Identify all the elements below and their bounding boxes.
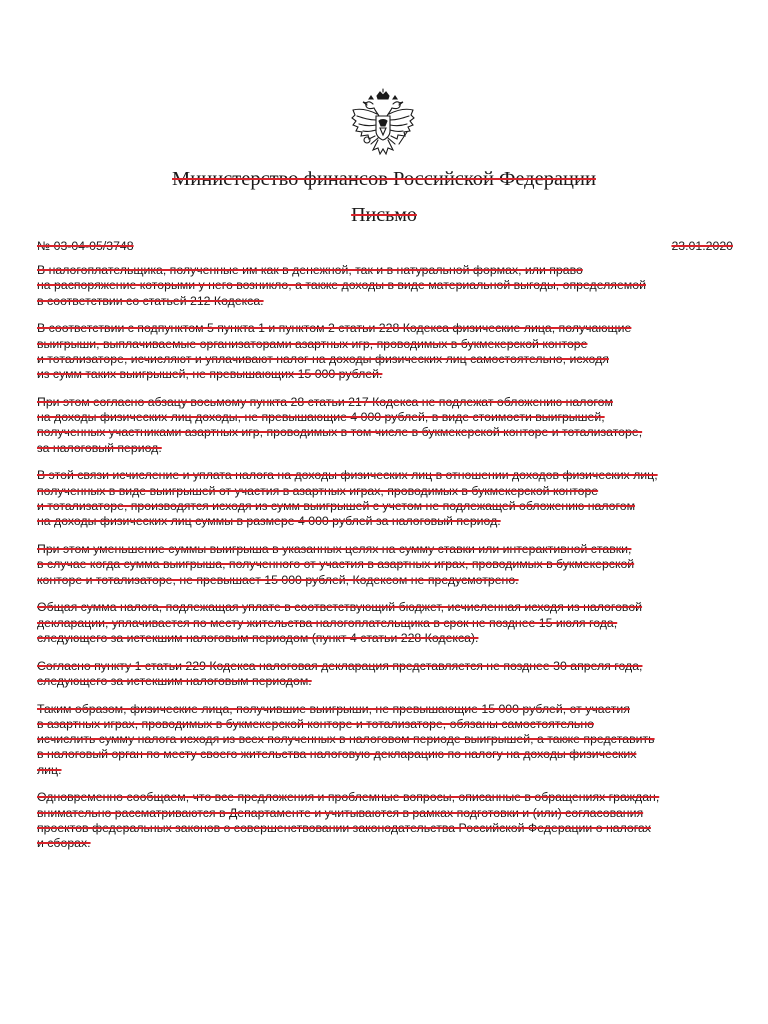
paragraph-line: Одновременно сообщаем, что все предложения и проблемные вопросы, описанные в обращениях граждан,: [37, 790, 660, 805]
document-type-title: Письмо: [351, 204, 417, 226]
paragraph-line: В этой связи исчисление и уплата налога на доходы физических лиц в отношении доходов физических лиц,: [37, 468, 658, 483]
paragraph-line: в соответствии со статьей 212 Кодекса.: [37, 293, 264, 308]
paragraph: [37, 600, 733, 646]
paragraph-line: При этом уменьшение суммы выигрыша в указанных целях на сумму ставки или интерактивной ставки,: [37, 542, 632, 557]
paragraph-line: лиц.: [37, 762, 62, 777]
paragraph-line: выигрыши, выплачиваемые организаторами азартных игр, проводимых в букмекерской конторе: [37, 336, 588, 351]
document-number: № 03-04-05/3748: [37, 239, 134, 253]
paragraph-line: конторе и тотализаторе, не превышает 15 000 рублей, Кодексом не предусмотрено.: [37, 572, 519, 587]
paragraph-line: При этом согласно абзацу восьмому пункта 28 статьи 217 Кодекса не подлежат обложению налогом: [37, 394, 613, 409]
document-date: 23.01.2020: [671, 239, 733, 253]
paragraph: [37, 790, 733, 851]
paragraph-line: В соответствии с подпунктом 5 пункта 1 и пунктом 2 статьи 228 Кодекса физические лица, получающие: [37, 321, 632, 336]
letter-body: [37, 263, 733, 864]
paragraph-line: внимательно рассматриваются в Департаменте и учитываются в рамках подготовки и (или) согласования: [37, 805, 644, 820]
paragraph-line: декларации, уплачивается по месту жительства налогоплательщика в срок не позднее 15 июля года,: [37, 615, 618, 630]
paragraph-line: в случае когда сумма выигрыша, полученного от участия в азартных играх, проводимых в букмекерской: [37, 557, 635, 572]
paragraph-line: на распоряжение которыми у него возникло, а также доходы в виде материальной выгоды, определяемой: [37, 278, 646, 293]
paragraph-line: за налоговый период.: [37, 440, 162, 455]
paragraph-line: проектов федеральных законов о совершенствовании законодательства Российской Федерации о налогах: [37, 821, 651, 836]
paragraph: [37, 659, 733, 690]
paragraph-line: на доходы физических лиц суммы в размере 4 000 рублей за налоговый период.: [37, 514, 501, 529]
paragraph-line: В налогоплательщика, полученные им как в денежной, так и в натуральной формах, или право: [37, 263, 583, 277]
paragraph-line: следующего за истекшим налоговым периодом.: [37, 673, 312, 688]
paragraph-line: и сборах.: [37, 836, 91, 851]
paragraph: [37, 542, 733, 588]
paragraph-line: Согласно пункту 1 статьи 229 Кодекса налоговая декларация представляется не позднее 30 апреля года,: [37, 658, 643, 673]
paragraph-line: исчислить сумму налога исходя из всех полученных в налоговом периоде выигрышей, а также представить: [37, 732, 655, 747]
paragraph-line: Таким образом, физические лица, получившие выигрыши, не превышающие 15 000 рублей, от участия: [37, 701, 630, 716]
paragraph: [37, 395, 733, 456]
paragraph-line: на доходы физических лиц доходы, не превышающие 4 000 рублей, в виде стоимости выигрышей,: [37, 410, 605, 425]
paragraph-line: и тотализаторе, исчисляют и уплачивают налог на доходы физических лиц самостоятельно, исходя: [37, 351, 609, 366]
paragraph: [37, 702, 733, 778]
paragraph: [37, 468, 733, 529]
paragraph-line: следующего за истекшим налоговым периодом (пункт 4 статьи 228 Кодекса).: [37, 630, 479, 645]
ministry-title: Министерство финансов Российской Федерации: [172, 168, 596, 190]
coat-of-arms-icon: [345, 88, 421, 164]
paragraph: [37, 321, 733, 382]
paragraph-line: в налоговый орган по месту своего жительства налоговую декларацию по налогу на доходы физических: [37, 747, 637, 762]
paragraph-line: Общая сумма налога, подлежащая уплате в соответствующий бюджет, исчисленная исходя из налоговой: [37, 600, 643, 615]
paragraph: [37, 263, 733, 309]
paragraph-line: полученных в виде выигрышей от участия в азартных играх, проводимых в букмекерской конторе: [37, 483, 599, 498]
paragraph-line: из сумм таких выигрышей, не превышающих 15 000 рублей.: [37, 367, 383, 382]
paragraph-line: в азартных играх, проводимых в букмекерской конторе и тотализаторе, обязаны самостоятельно: [37, 716, 594, 731]
paragraph-line: полученных участниками азартных игр, проводимых в том числе в букмекерской конторе и тотализаторе,: [37, 425, 643, 440]
paragraph-line: и тотализаторе, производятся исходя из сумм выигрышей с учетом не подлежащей обложению налогом: [37, 499, 636, 514]
